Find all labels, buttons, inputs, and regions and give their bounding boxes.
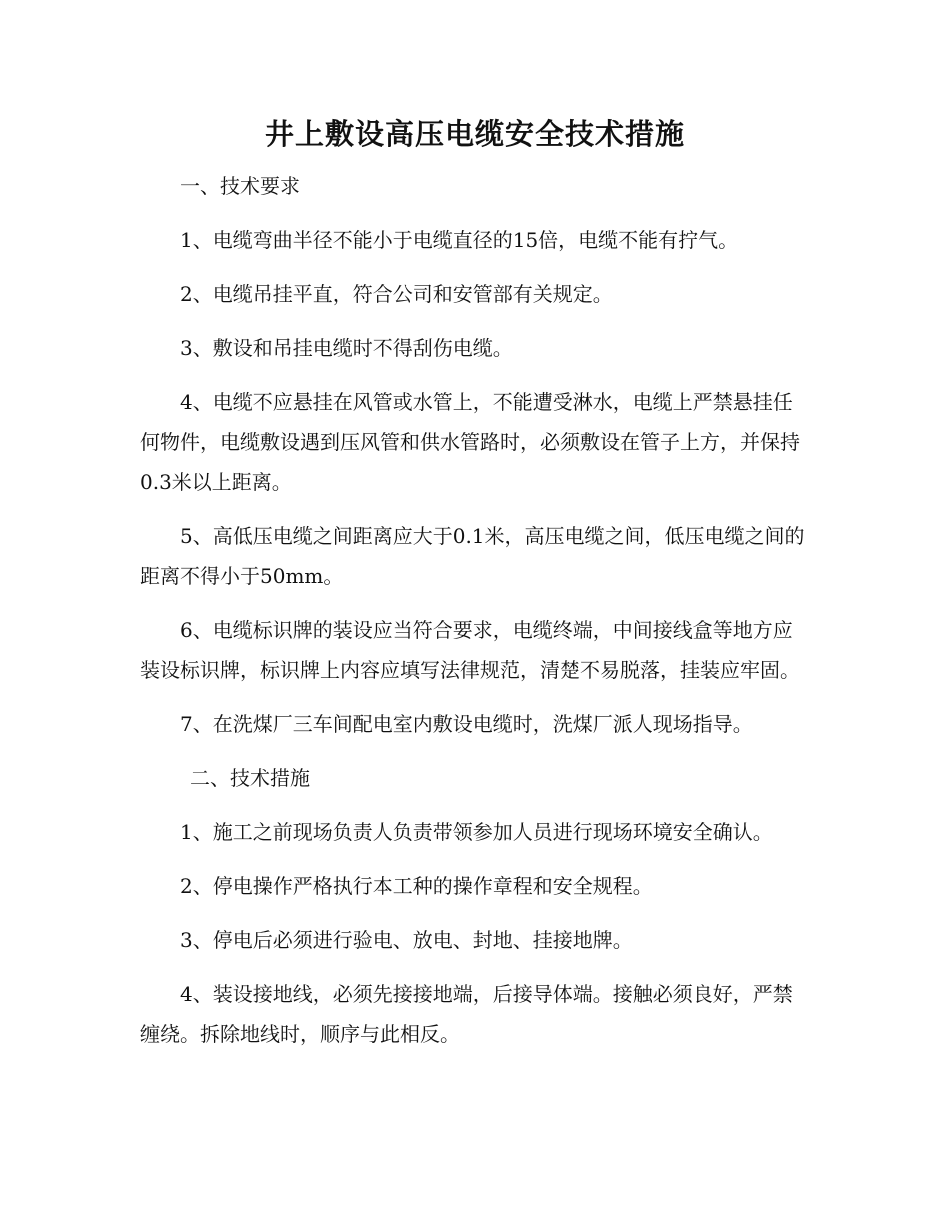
measure-item-1: 1、施工之前现场负责人负责带领参加人员进行现场环境安全确认。	[180, 820, 773, 844]
section-heading-technical-measures: 二、技术措施	[190, 766, 310, 790]
measure-item-3: 3、停电后必须进行验电、放电、封地、挂接地牌。	[180, 928, 633, 952]
measure-item-2: 2、停电操作严格执行本工种的操作章程和安全规程。	[180, 874, 653, 898]
requirement-item-7: 7、在洗煤厂三车间配电室内敷设电缆时，洗煤厂派人现场指导。	[180, 712, 753, 736]
requirement-item-1: 1、电缆弯曲半径不能小于电缆直径的15倍，电缆不能有拧气。	[180, 228, 739, 252]
section-heading-technical-requirements: 一、技术要求	[180, 174, 300, 198]
requirement-item-3: 3、敷设和吊挂电缆时不得刮伤电缆。	[180, 336, 513, 360]
document-title: 井上敷设高压电缆安全技术措施	[264, 117, 685, 151]
measure-item-4: 4、装设接地线，必须先接接地端，后接导体端。接触必须良好，严禁缠绕。拆除地线时，顺序与此相反。	[140, 982, 793, 1046]
requirement-item-6: 6、电缆标识牌的装设应当符合要求，电缆终端，中间接线盒等地方应装设标识牌，标识牌上内容应填写法律规范，清楚不易脱落，挂装应牢固。	[140, 618, 800, 682]
requirement-item-4: 4、电缆不应悬挂在风管或水管上，不能遭受淋水，电缆上严禁悬挂任何物件，电缆敷设遇到压风管和供水管路时，必须敷设在管子上方，并保持0.3米以上距离。	[140, 390, 800, 494]
document-body	[140, 166, 810, 1068]
requirement-item-5: 5、高低压电缆之间距离应大于0.1米，高压电缆之间，低压电缆之间的距离不得小于50mm。	[140, 524, 805, 588]
requirement-item-2: 2、电缆吊挂平直，符合公司和安管部有关规定。	[180, 282, 613, 306]
